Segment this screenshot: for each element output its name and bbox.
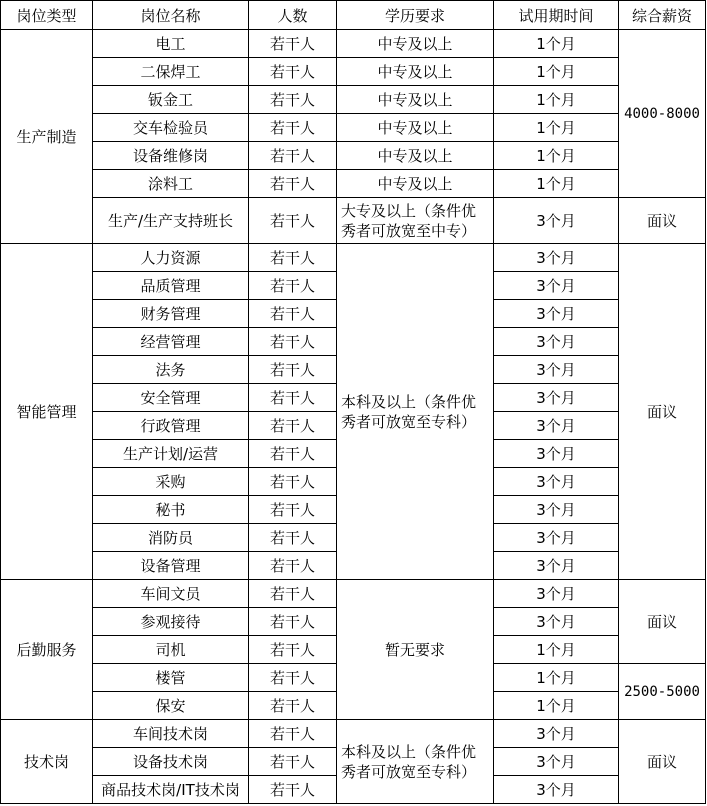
position-cell: 钣金工 bbox=[93, 86, 249, 114]
count-cell: 若干人 bbox=[249, 468, 337, 496]
count-cell: 若干人 bbox=[249, 440, 337, 468]
count-cell: 若干人 bbox=[249, 272, 337, 300]
probation-cell: 3个月 bbox=[494, 720, 619, 748]
count-cell: 若干人 bbox=[249, 328, 337, 356]
header-category: 岗位类型 bbox=[1, 1, 93, 30]
position-cell: 二保焊工 bbox=[93, 58, 249, 86]
education-cell: 中专及以上 bbox=[337, 86, 494, 114]
salary-cell: 面议 bbox=[619, 198, 706, 244]
probation-cell: 3个月 bbox=[494, 440, 619, 468]
count-cell: 若干人 bbox=[249, 664, 337, 692]
header-position: 岗位名称 bbox=[93, 1, 249, 30]
table-row bbox=[1, 580, 706, 608]
count-cell: 若干人 bbox=[249, 580, 337, 608]
category-cell: 生产制造 bbox=[1, 30, 93, 244]
header-probation: 试用期时间 bbox=[494, 1, 619, 30]
position-cell: 经营管理 bbox=[93, 328, 249, 356]
education-cell: 本科及以上（条件优秀者可放宽至专科） bbox=[337, 244, 494, 580]
probation-cell: 1个月 bbox=[494, 114, 619, 142]
probation-cell: 1个月 bbox=[494, 664, 619, 692]
count-cell: 若干人 bbox=[249, 720, 337, 748]
position-cell: 司机 bbox=[93, 636, 249, 664]
count-cell: 若干人 bbox=[249, 356, 337, 384]
education-cell: 中专及以上 bbox=[337, 170, 494, 198]
probation-cell: 3个月 bbox=[494, 300, 619, 328]
position-cell: 采购 bbox=[93, 468, 249, 496]
position-cell: 秘书 bbox=[93, 496, 249, 524]
probation-cell: 3个月 bbox=[494, 328, 619, 356]
position-cell: 保安 bbox=[93, 692, 249, 720]
position-cell: 涂料工 bbox=[93, 170, 249, 198]
position-cell: 电工 bbox=[93, 30, 249, 58]
education-cell: 大专及以上（条件优秀者可放宽至中专） bbox=[337, 198, 494, 244]
count-cell: 若干人 bbox=[249, 692, 337, 720]
table-row bbox=[1, 58, 706, 86]
probation-cell: 1个月 bbox=[494, 30, 619, 58]
position-cell: 消防员 bbox=[93, 524, 249, 552]
education-cell: 暂无要求 bbox=[337, 580, 494, 720]
count-cell: 若干人 bbox=[249, 170, 337, 198]
count-cell: 若干人 bbox=[249, 142, 337, 170]
position-cell: 车间技术岗 bbox=[93, 720, 249, 748]
position-cell: 交车检验员 bbox=[93, 114, 249, 142]
count-cell: 若干人 bbox=[249, 776, 337, 804]
position-cell: 法务 bbox=[93, 356, 249, 384]
position-cell: 设备维修岗 bbox=[93, 142, 249, 170]
category-cell: 技术岗 bbox=[1, 720, 93, 804]
probation-cell: 3个月 bbox=[494, 244, 619, 272]
count-cell: 若干人 bbox=[249, 552, 337, 580]
probation-cell: 1个月 bbox=[494, 170, 619, 198]
position-cell: 安全管理 bbox=[93, 384, 249, 412]
count-cell: 若干人 bbox=[249, 384, 337, 412]
category-cell: 后勤服务 bbox=[1, 580, 93, 720]
probation-cell: 3个月 bbox=[494, 524, 619, 552]
count-cell: 若干人 bbox=[249, 198, 337, 244]
table-row bbox=[1, 244, 706, 272]
salary-cell: 2500-5000 bbox=[619, 664, 706, 720]
count-cell: 若干人 bbox=[249, 412, 337, 440]
count-cell: 若干人 bbox=[249, 748, 337, 776]
probation-cell: 3个月 bbox=[494, 384, 619, 412]
position-cell: 生产计划/运营 bbox=[93, 440, 249, 468]
table-row bbox=[1, 86, 706, 114]
probation-cell: 3个月 bbox=[494, 580, 619, 608]
count-cell: 若干人 bbox=[249, 244, 337, 272]
salary-cell: 面议 bbox=[619, 720, 706, 804]
count-cell: 若干人 bbox=[249, 496, 337, 524]
probation-cell: 3个月 bbox=[494, 198, 619, 244]
probation-cell: 3个月 bbox=[494, 272, 619, 300]
position-cell: 参观接待 bbox=[93, 608, 249, 636]
position-cell: 品质管理 bbox=[93, 272, 249, 300]
position-cell: 生产/生产支持班长 bbox=[93, 198, 249, 244]
probation-cell: 3个月 bbox=[494, 608, 619, 636]
position-cell: 人力资源 bbox=[93, 244, 249, 272]
count-cell: 若干人 bbox=[249, 608, 337, 636]
probation-cell: 3个月 bbox=[494, 552, 619, 580]
header-count: 人数 bbox=[249, 1, 337, 30]
probation-cell: 3个月 bbox=[494, 412, 619, 440]
salary-cell: 4000-8000 bbox=[619, 30, 706, 198]
probation-cell: 3个月 bbox=[494, 776, 619, 804]
table-row bbox=[1, 30, 706, 58]
salary-cell: 面议 bbox=[619, 244, 706, 580]
probation-cell: 3个月 bbox=[494, 748, 619, 776]
position-cell: 车间文员 bbox=[93, 580, 249, 608]
probation-cell: 1个月 bbox=[494, 692, 619, 720]
table-row bbox=[1, 170, 706, 198]
header-row bbox=[1, 1, 706, 30]
education-cell: 中专及以上 bbox=[337, 114, 494, 142]
probation-cell: 3个月 bbox=[494, 468, 619, 496]
table-row bbox=[1, 114, 706, 142]
table-row bbox=[1, 720, 706, 748]
education-cell: 中专及以上 bbox=[337, 58, 494, 86]
position-cell: 财务管理 bbox=[93, 300, 249, 328]
education-cell: 本科及以上（条件优秀者可放宽至专科） bbox=[337, 720, 494, 804]
count-cell: 若干人 bbox=[249, 58, 337, 86]
education-cell: 中专及以上 bbox=[337, 30, 494, 58]
table-row bbox=[1, 142, 706, 170]
header-education: 学历要求 bbox=[337, 1, 494, 30]
probation-cell: 1个月 bbox=[494, 142, 619, 170]
probation-cell: 3个月 bbox=[494, 356, 619, 384]
probation-cell: 1个月 bbox=[494, 86, 619, 114]
position-cell: 设备技术岗 bbox=[93, 748, 249, 776]
salary-cell: 面议 bbox=[619, 580, 706, 664]
count-cell: 若干人 bbox=[249, 30, 337, 58]
table-row bbox=[1, 198, 706, 244]
count-cell: 若干人 bbox=[249, 300, 337, 328]
probation-cell: 1个月 bbox=[494, 58, 619, 86]
education-cell: 中专及以上 bbox=[337, 142, 494, 170]
position-cell: 行政管理 bbox=[93, 412, 249, 440]
category-cell: 智能管理 bbox=[1, 244, 93, 580]
probation-cell: 3个月 bbox=[494, 496, 619, 524]
count-cell: 若干人 bbox=[249, 86, 337, 114]
count-cell: 若干人 bbox=[249, 636, 337, 664]
position-cell: 楼管 bbox=[93, 664, 249, 692]
position-cell: 设备管理 bbox=[93, 552, 249, 580]
position-cell: 商品技术岗/IT技术岗 bbox=[93, 776, 249, 804]
header-salary: 综合薪资 bbox=[619, 1, 706, 30]
count-cell: 若干人 bbox=[249, 114, 337, 142]
probation-cell: 1个月 bbox=[494, 636, 619, 664]
count-cell: 若干人 bbox=[249, 524, 337, 552]
